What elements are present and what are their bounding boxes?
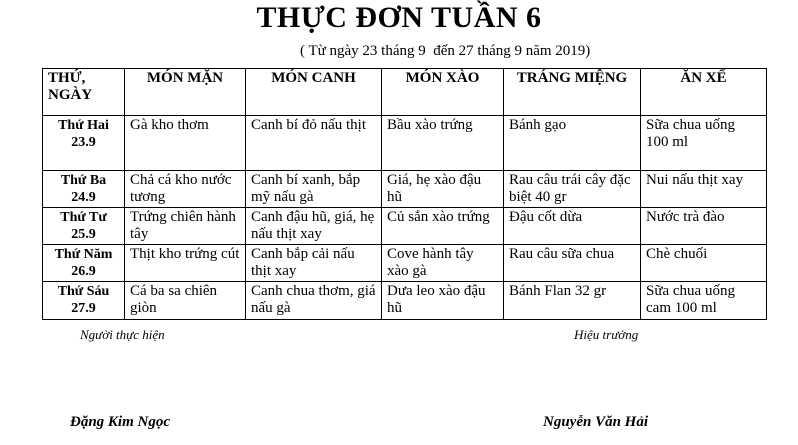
table-header-row [43,69,767,116]
main-dish-cell: Cá ba sa chiên giòn [125,282,246,320]
principal-role-label: Hiệu trưởng [574,327,639,342]
table-row [43,116,767,171]
main-dish-cell: Trứng chiên hành tây [125,208,246,245]
dessert-cell: Đậu cốt dừa [504,208,641,245]
day-name: Thứ Năm [54,247,113,262]
dessert-cell: Bánh Flan 32 gr [504,282,641,320]
day-cell [43,282,125,320]
day-name: Thứ Sáu [57,284,110,299]
preparer-role-label: Người thực hiện [80,327,165,342]
main-dish-cell: Thịt kho trứng cút [125,245,246,282]
header-stir-fry: MÓN XÀO [382,69,504,116]
stir-fry-cell: Dưa leo xào đậu hũ [382,282,504,320]
day-cell [43,245,125,282]
date-range-subtitle: ( Từ ngày 23 tháng 9 đến 27 tháng 9 năm 2019) [300,43,591,59]
header-dessert: TRÁNG MIỆNG [504,69,641,116]
principal-name: Nguyễn Văn Hải [543,414,649,430]
stir-fry-cell: Giá, hẹ xào đậu hũ [382,171,504,208]
day-name: Thứ Hai [58,118,109,133]
table-row [43,171,767,208]
snack-cell: Nước trà đào [641,208,767,245]
stir-fry-cell: Bầu xào trứng [382,116,504,171]
soup-cell: Canh đậu hũ, giá, hẹ nấu thịt xay [246,208,382,245]
day-date: 27.9 [71,301,96,316]
dessert-cell: Rau câu trái cây đặc biệt 40 gr [504,171,641,208]
day-name: Thứ Tư [60,210,107,225]
day-date: 23.9 [71,135,96,150]
snack-cell: Sữa chua uống 100 ml [641,116,767,171]
table-row [43,208,767,245]
day-name: Thứ Ba [60,173,107,188]
day-cell [43,116,125,171]
soup-cell: Canh bí xanh, bắp mỹ nấu gà [246,171,382,208]
snack-cell: Chè chuối [641,245,767,282]
main-dish-cell: Gà kho thơm [125,116,246,171]
day-date: 26.9 [71,264,96,279]
table-row [43,282,767,320]
table-row [43,245,767,282]
soup-cell: Canh bí đỏ nấu thịt [246,116,382,171]
dessert-cell: Rau câu sữa chua [504,245,641,282]
header-soup: MÓN CANH [246,69,382,116]
header-day: THỨ, NGÀY [43,69,125,116]
preparer-name: Đặng Kim Ngọc [70,414,171,430]
day-date: 24.9 [71,190,96,205]
main-dish-cell: Chả cá kho nước tương [125,171,246,208]
soup-cell: Canh bắp cải nấu thịt xay [246,245,382,282]
day-cell [43,208,125,245]
weekly-menu-table [42,68,767,320]
page-title: THỰC ĐƠN TUẦN 6 [256,1,542,34]
soup-cell: Canh chua thơm, giá nấu gà [246,282,382,320]
day-date: 25.9 [71,227,96,242]
snack-cell: Sữa chua uống cam 100 ml [641,282,767,320]
day-cell [43,171,125,208]
header-snack: ĂN XẾ [641,69,767,116]
stir-fry-cell: Củ sắn xào trứng [382,208,504,245]
stir-fry-cell: Cove hành tây xào gà [382,245,504,282]
dessert-cell: Bánh gạo [504,116,641,171]
snack-cell: Nui nấu thịt xay [641,171,767,208]
header-main-dish: MÓN MẶN [125,69,246,116]
